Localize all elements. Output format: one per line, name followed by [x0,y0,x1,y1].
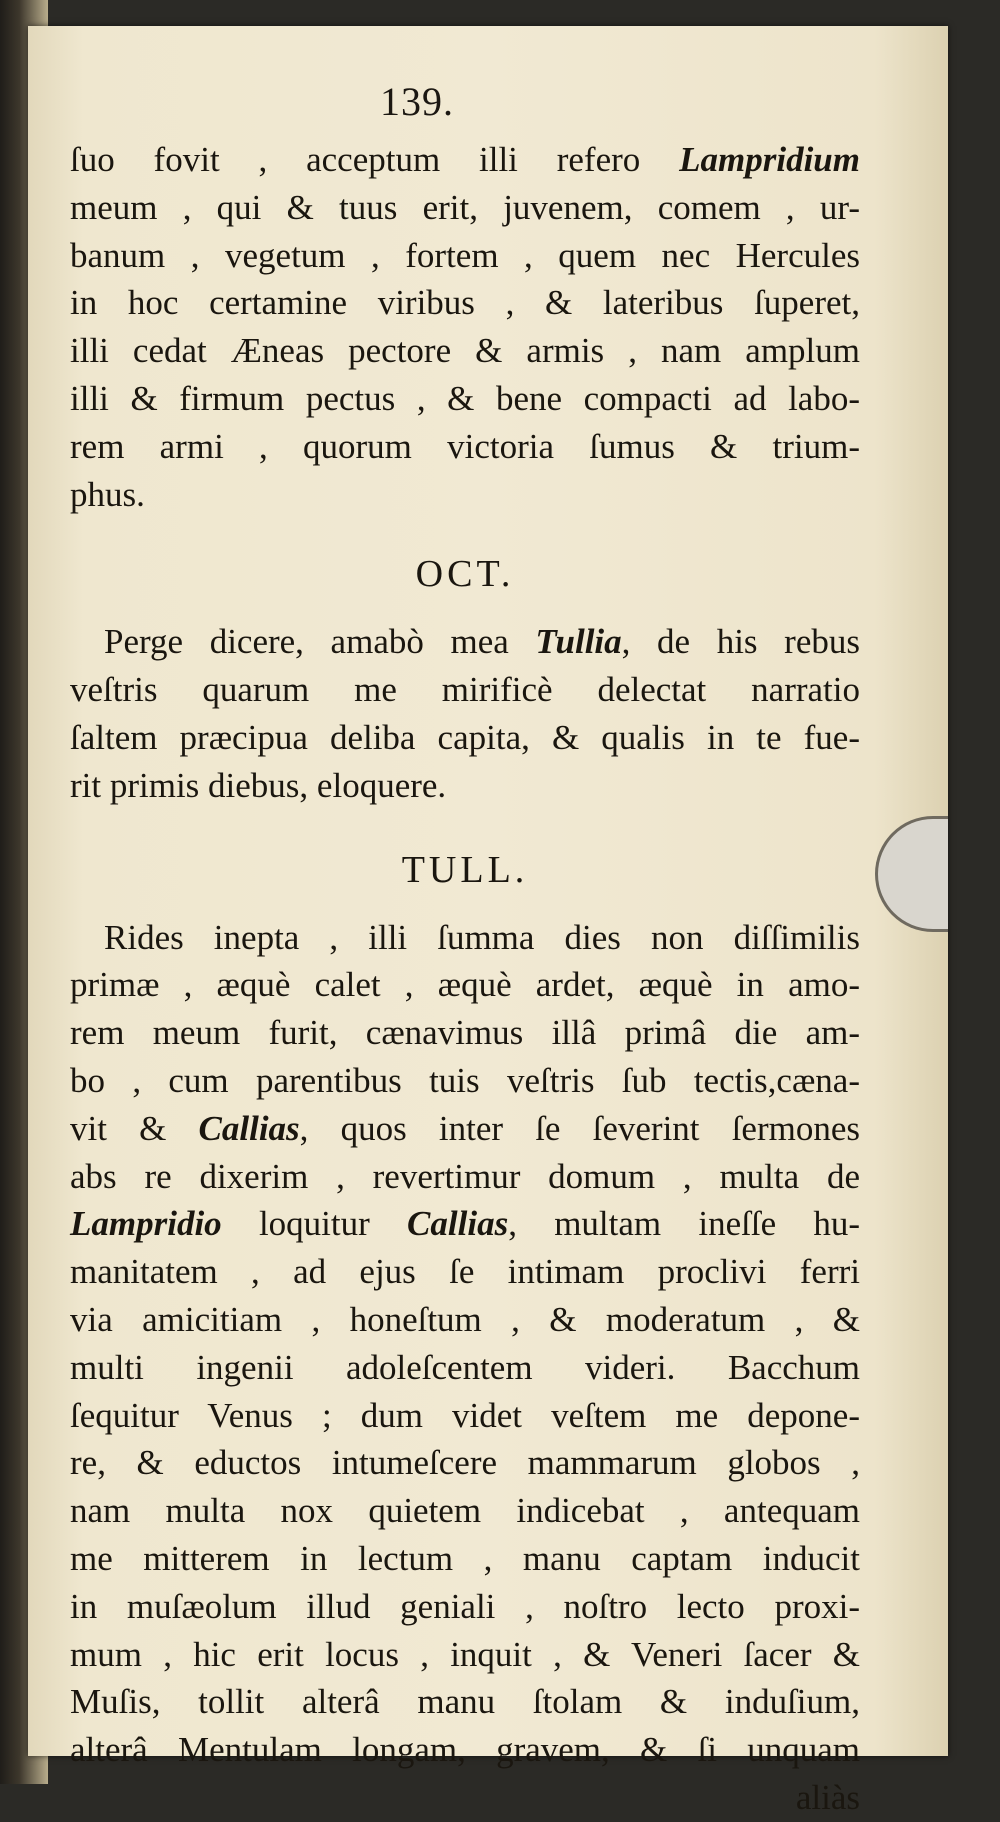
text-line: meum , qui & tuus erit, juvenem, comem , ur- [70,187,860,227]
text-line: Lampridio loquitur Callias, multam ineſſe hu- [70,1204,861,1244]
speaker-heading: TULL. [401,848,529,891]
page-tab-marker [875,816,948,932]
book-page [28,26,948,1817]
text-line: phus. [70,474,145,514]
text-line: re, & eductos intumeſcere mammarum globos , [70,1443,860,1483]
text-line: banum , vegetum , fortem , quem nec Hercules [70,235,860,275]
text-line: manitatem , ad ejus ſe intimam proclivi ferri [70,1252,860,1292]
text-line: ſuo fovit , acceptum illi refero Lampridium [70,140,860,179]
text-line: vit & Callias, quos inter ſe ſeverint ſermones [70,1108,860,1148]
speaker-heading: OCT. [415,553,515,596]
text-line: mum , hic erit locus , inquit , & Veneri ſacer & [70,1634,860,1674]
text-line: abs re dixerim , revertimur domum , multa de [70,1156,860,1196]
text-line: via amicitiam , honeſtum , & moderatum , & [70,1299,860,1339]
text-line: in muſæolum illud geniali , noſtro lecto proxi- [70,1586,860,1626]
catchword: aliàs [795,1777,860,1817]
text-line: Rides inepta , illi ſumma dies non diſſimilis [104,917,860,957]
text-line: rem armi , quorum victoria ſumus & trium- [70,426,860,466]
text-line: in hoc certamine viribus , & lateribus ſuperet, [70,283,860,323]
text-line: nam multa nox quietem indicebat , antequam [70,1491,860,1531]
text-line: multi ingenii adoleſcentem videri. Bacchum [70,1347,860,1387]
text-line: illi cedat Æneas pectore & armis , nam amplum [70,331,860,371]
text-line: me mitterem in lectum , manu captam inducit [70,1538,860,1578]
text-line: primæ , æquè calet , æquè ardet, æquè in amo- [70,965,860,1005]
text-line: Perge dicere, amabò mea Tullia, de his rebus [104,622,860,662]
text-line: illi & firmum pectus , & bene compacti ad labo- [70,378,860,418]
text-line: veſtris quarum me mirificè delectat narratio [70,670,860,710]
page-text [70,136,860,1822]
text-line: ſequitur Venus ; dum videt veſtem me depone- [70,1395,860,1435]
text-line: bo , cum parentibus tuis veſtris ſub tectis,cæna- [70,1060,860,1100]
page-number: 139. [380,79,454,124]
text-line: rem meum furit, cænavimus illâ primâ die am- [70,1013,860,1053]
text-line: alterâ Mentulam longam, gravem, & ſi unquam [70,1730,860,1770]
text-line: rit primis diebus, eloquere. [70,765,447,805]
text-line: ſaltem præcipua deliba capita, & qualis in te fue- [70,717,860,757]
text-line: Muſis, tollit alterâ manu ſtolam & induſium, [70,1682,860,1722]
